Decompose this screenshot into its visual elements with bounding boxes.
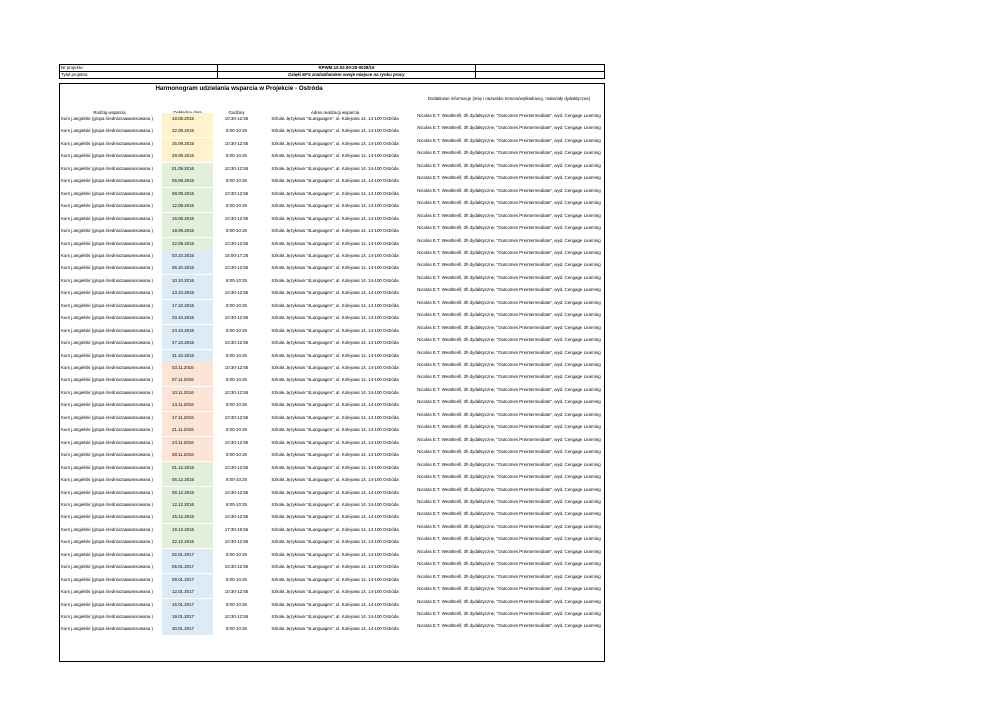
cell-date: 03.10.2016 [162, 250, 213, 262]
table-row [59, 424, 605, 436]
cell-info: Nicolas E.T. Weatherill, 3h dydaktyczne, "Outcomes Preintermediate", wyd. Cengage Learning [417, 262, 601, 268]
cell-support-type: Kurs j.angielski (grupa średniozaawansowana ) [61, 290, 154, 296]
col-header-hours: Godziny [228, 110, 245, 115]
cell-info: Nicolas E.T. Weatherill, 3h dydaktyczne, "Outcomes Preintermediate", wyd. Cengage Learning [417, 623, 601, 629]
cell-support-type: Kurs j.angielski (grupa średniozaawansowana ) [61, 265, 154, 271]
cell-address: Szkoła Językowa "4Languages", ul. Kolejowa 14, 14-100 Ostróda [271, 501, 399, 507]
cell-address: Szkoła Językowa "4Languages", ul. Kolejowa 14, 14-100 Ostróda [271, 626, 399, 632]
cell-address: Szkoła Językowa "4Languages", ul. Kolejowa 14, 14-100 Ostróda [271, 327, 399, 333]
cell-hours: 8:00-10:25 [226, 501, 247, 507]
table-row [59, 337, 605, 349]
cell-support-type: Kurs j.angielski (grupa średniozaawansowana ) [61, 252, 154, 258]
cell-info: Nicolas E.T. Weatherill, 3h dydaktyczne, "Outcomes Preintermediate", wyd. Cengage Learning [417, 287, 601, 293]
cell-date: 12.09.2016 [162, 200, 213, 212]
cell-hours: 10:30-12:55 [224, 190, 249, 196]
project-title-label: Tytuł projektu: [60, 72, 218, 78]
cell-support-type: Kurs j.angielski (grupa średniozaawansowana ) [61, 614, 154, 619]
project-title-empty [476, 72, 606, 78]
cell-support-type: Kurs j.angielski (grupa średniozaawansowana ) [61, 427, 154, 433]
cell-support-type: Kurs j.angielski (grupa średniozaawansowana ) [61, 203, 154, 209]
cell-hours: 10:30-12:55 [224, 315, 249, 321]
table-row [59, 623, 605, 635]
table-row [59, 586, 605, 598]
cell-address: Szkoła Językowa "4Languages", ul. Kolejowa 14, 14-100 Ostróda [271, 190, 399, 196]
cell-info: Nicolas E.T. Weatherill, 3h dydaktyczne, "Outcomes Preintermediate", wyd. Cengage Learning [417, 598, 601, 604]
cell-address: Szkoła Językowa "4Languages", ul. Kolejowa 14, 14-100 Ostróda [271, 452, 399, 458]
cell-date: 06.10.2016 [162, 262, 213, 274]
cell-info: Nicolas E.T. Weatherill, 3h dydaktyczne, "Outcomes Preintermediate", wyd. Cengage Learning [417, 225, 601, 231]
cell-hours: 8:00-10:25 [226, 402, 247, 408]
cell-address: Szkoła Językowa "4Languages", ul. Kolejowa 14, 14-100 Ostróda [271, 340, 399, 346]
cell-address: Szkoła Językowa "4Languages", ul. Kolejowa 14, 14-100 Ostróda [271, 277, 399, 283]
cell-support-type: Kurs j.angielski (grupa średniozaawansowana ) [61, 153, 154, 159]
cell-support-type: Kurs j.angielski (grupa średniozaawansowana ) [61, 601, 154, 607]
table-row [59, 487, 605, 499]
cell-support-type: Kurs j.angielski (grupa średniozaawansowana ) [61, 352, 154, 358]
cell-hours: 10:30-12:55 [224, 116, 249, 121]
cell-hours: 10:30-12:55 [224, 215, 249, 221]
cell-support-type: Kurs j.angielski (grupa średniozaawansowana ) [61, 452, 154, 458]
cell-address: Szkoła Językowa "4Languages", ul. Kolejowa 14, 14-100 Ostróda [271, 464, 399, 470]
cell-info: Nicolas E.T. Weatherill, 3h dydaktyczne, "Outcomes Preintermediate", wyd. Cengage Learning [417, 175, 601, 181]
cell-support-type: Kurs j.angielski (grupa średniozaawansowana ) [61, 365, 154, 370]
cell-address: Szkoła Językowa "4Languages", ul. Kolejowa 14, 14-100 Ostróda [271, 352, 399, 358]
cell-address: Szkoła Językowa "4Languages", ul. Kolejowa 14, 14-100 Ostróda [271, 377, 399, 383]
cell-hours: 10:30-12:55 [224, 439, 249, 445]
cell-address: Szkoła Językowa "4Languages", ul. Kolejowa 14, 14-100 Ostróda [271, 489, 399, 495]
col-header-type: Rodzaj wsparcia [93, 110, 126, 115]
cell-address: Szkoła Językowa "4Languages", ul. Kolejowa 14, 14-100 Ostróda [271, 514, 399, 520]
cell-support-type: Kurs j.angielski (grupa średniozaawansowana ) [61, 501, 154, 507]
cell-support-type: Kurs j.angielski (grupa średniozaawansowana ) [61, 389, 154, 395]
cell-address: Szkoła Językowa "4Languages", ul. Kolejowa 14, 14-100 Ostróda [271, 153, 399, 159]
cell-date: 09.01.2017 [162, 574, 213, 586]
cell-address: Szkoła Językowa "4Languages", ul. Kolejowa 14, 14-100 Ostróda [271, 315, 399, 321]
cell-date: 14.11.2016 [162, 399, 213, 411]
cell-hours: 8:00-10:25 [226, 203, 247, 209]
cell-date: 24.10.2016 [162, 325, 213, 337]
cell-hours: 10:30-12:55 [224, 514, 249, 520]
cell-address: Szkoła Językowa "4Languages", ul. Kolejowa 14, 14-100 Ostróda [271, 389, 399, 395]
cell-address: Szkoła Językowa "4Languages", ul. Kolejowa 14, 14-100 Ostróda [271, 402, 399, 408]
cell-info: Nicolas E.T. Weatherill, 3h dydaktyczne, "Outcomes Preintermediate", wyd. Cengage Learning [417, 137, 601, 143]
cell-info: Nicolas E.T. Weatherill, 3h dydaktyczne, "Outcomes Preintermediate", wyd. Cengage Learning [417, 349, 601, 355]
cell-hours: 8:00-10:25 [226, 601, 247, 607]
cell-support-type: Kurs j.angielski (grupa średniozaawansowana ) [61, 315, 154, 321]
schedule-title-row [59, 83, 605, 92]
cell-date: 22.09.2016 [162, 238, 213, 250]
cell-hours: 10:30-12:55 [224, 340, 249, 346]
cell-date: 16.01.2017 [162, 599, 213, 611]
table-row [59, 287, 605, 299]
cell-info: Nicolas E.T. Weatherill, 3h dydaktyczne, "Outcomes Preintermediate", wyd. Cengage Learning [417, 498, 601, 504]
table-row [59, 574, 605, 586]
cell-info: Nicolas E.T. Weatherill, 3h dydaktyczne, "Outcomes Preintermediate", wyd. Cengage Learning [417, 561, 601, 567]
table-row [59, 350, 605, 362]
cell-support-type: Kurs j.angielski (grupa średniozaawansowana ) [61, 576, 154, 582]
cell-hours: 10:30-12:55 [224, 290, 249, 296]
cell-hours: 10:30-12:55 [224, 265, 249, 271]
cell-date: 29.08.2016 [162, 150, 213, 162]
cell-address: Szkoła Językowa "4Languages", ul. Kolejowa 14, 14-100 Ostróda [271, 551, 399, 557]
table-row [59, 374, 605, 386]
table-row [59, 138, 605, 150]
cell-date: 30.01.2017 [162, 623, 213, 635]
cell-address: Szkoła Językowa "4Languages", ul. Kolejowa 14, 14-100 Ostróda [271, 165, 399, 171]
cell-support-type: Kurs j.angielski (grupa średniozaawansowana ) [61, 414, 154, 420]
cell-support-type: Kurs j.angielski (grupa średniozaawansowana ) [61, 340, 154, 346]
cell-date: 20.10.2016 [162, 312, 213, 324]
cell-support-type: Kurs j.angielski (grupa średniozaawansowana ) [61, 477, 154, 483]
cell-support-type: Kurs j.angielski (grupa średniozaawansowana ) [61, 402, 154, 408]
cell-hours: 10:30-12:55 [224, 365, 249, 370]
table-row [59, 163, 605, 175]
table-row [59, 437, 605, 449]
cell-info: Nicolas E.T. Weatherill, 3h dydaktyczne, "Outcomes Preintermediate", wyd. Cengage Learning [417, 424, 601, 430]
cell-hours: 8:00-10:25 [226, 153, 247, 159]
cell-address: Szkoła Językowa "4Languages", ul. Kolejowa 14, 14-100 Ostróda [271, 576, 399, 582]
cell-info: Nicolas E.T. Weatherill, 3h dydaktyczne, "Outcomes Preintermediate", wyd. Cengage Learning [417, 312, 601, 318]
cell-info: Nicolas E.T. Weatherill, 3h dydaktyczne, "Outcomes Preintermediate", wyd. Cengage Learning [417, 386, 601, 392]
cell-date: 25.08.2016 [162, 138, 213, 150]
cell-date: 01.09.2016 [162, 163, 213, 175]
table-row [59, 524, 605, 536]
cell-address: Szkoła Językowa "4Languages", ul. Kolejowa 14, 14-100 Ostróda [271, 365, 399, 370]
cell-support-type: Kurs j.angielski (grupa średniozaawansowana ) [61, 626, 154, 632]
cell-support-type: Kurs j.angielski (grupa średniozaawansowana ) [61, 439, 154, 445]
cell-info: Nicolas E.T. Weatherill, 3h dydaktyczne, "Outcomes Preintermediate", wyd. Cengage Learning [417, 113, 601, 118]
cell-support-type: Kurs j.angielski (grupa średniozaawansowana ) [61, 277, 154, 283]
cell-support-type: Kurs j.angielski (grupa średniozaawansowana ) [61, 489, 154, 495]
cell-address: Szkoła Językowa "4Languages", ul. Kolejowa 14, 14-100 Ostróda [271, 265, 399, 271]
cell-date: 24.11.2016 [162, 437, 213, 449]
cell-date: 07.11.2016 [162, 374, 213, 386]
cell-date: 12.01.2017 [162, 586, 213, 598]
cell-hours: 8:00-10:25 [226, 302, 247, 308]
cell-date: 18.08.2016 [162, 113, 213, 125]
table-row [59, 474, 605, 486]
cell-date: 01.12.2016 [162, 462, 213, 474]
table-row [59, 213, 605, 225]
cell-support-type: Kurs j.angielski (grupa średniozaawansowana ) [61, 228, 154, 234]
cell-address: Szkoła Językowa "4Languages", ul. Kolejowa 14, 14-100 Ostróda [271, 240, 399, 246]
cell-date: 10.10.2016 [162, 275, 213, 287]
project-number-row [59, 64, 605, 71]
cell-info: Nicolas E.T. Weatherill, 3h dydaktyczne, "Outcomes Preintermediate", wyd. Cengage Learning [417, 324, 601, 330]
cell-info: Nicolas E.T. Weatherill, 3h dydaktyczne, "Outcomes Preintermediate", wyd. Cengage Learning [417, 611, 601, 616]
cell-date: 15.12.2016 [162, 511, 213, 523]
cell-support-type: Kurs j.angielski (grupa średniozaawansowana ) [61, 302, 154, 308]
cell-hours: 8:00-10:25 [226, 128, 247, 134]
cell-hours: 8:00-10:25 [226, 178, 247, 184]
cell-hours: 10:30-12:55 [224, 240, 249, 246]
cell-address: Szkoła Językowa "4Languages", ul. Kolejowa 14, 14-100 Ostróda [271, 539, 399, 545]
cell-support-type: Kurs j.angielski (grupa średniozaawansowana ) [61, 128, 154, 134]
schedule-title: Harmonogram udzielania wsparcia w Projekcie - Ostróda [155, 85, 323, 92]
cell-hours: 10:30-12:55 [224, 589, 249, 595]
cell-date: 03.11.2016 [162, 362, 213, 374]
project-title-value: Dzięki EFS znalazł/am/em swoje miejsce na rynku pracy [218, 72, 476, 78]
table-row [59, 275, 605, 287]
cell-info: Nicolas E.T. Weatherill, 3h dydaktyczne, "Outcomes Preintermediate", wyd. Cengage Learning [417, 362, 601, 367]
cell-info: Nicolas E.T. Weatherill, 3h dydaktyczne, "Outcomes Preintermediate", wyd. Cengage Learning [417, 162, 601, 168]
table-row [59, 250, 605, 262]
cell-date: 22.08.2016 [162, 125, 213, 137]
cell-support-type: Kurs j.angielski (grupa średniozaawansowana ) [61, 140, 154, 146]
cell-hours: 8:00-10:25 [226, 452, 247, 458]
cell-hours: 8:00-10:25 [226, 327, 247, 333]
cell-support-type: Kurs j.angielski (grupa średniozaawansowana ) [61, 240, 154, 246]
table-row [59, 536, 605, 548]
cell-support-type: Kurs j.angielski (grupa średniozaawansowana ) [61, 551, 154, 557]
table-row [59, 113, 605, 125]
cell-address: Szkoła Językowa "4Languages", ul. Kolejowa 14, 14-100 Ostróda [271, 228, 399, 234]
cell-info: Nicolas E.T. Weatherill, 3h dydaktyczne, "Outcomes Preintermediate", wyd. Cengage Learning [417, 536, 601, 542]
cell-address: Szkoła Językowa "4Languages", ul. Kolejowa 14, 14-100 Ostróda [271, 203, 399, 209]
project-title-row [59, 71, 605, 79]
cell-hours: 10:30-12:55 [224, 414, 249, 420]
col-header-info: Dodatkowe informacje (imię i nazwisko trenera/wykładowcy, materiały dydaktyczne) [427, 96, 591, 101]
cell-date: 08.12.2016 [162, 487, 213, 499]
cell-info: Nicolas E.T. Weatherill, 3h dydaktyczne, "Outcomes Preintermediate", wyd. Cengage Learning [417, 399, 601, 405]
cell-address: Szkoła Językowa "4Languages", ul. Kolejowa 14, 14-100 Ostróda [271, 414, 399, 420]
cell-info: Nicolas E.T. Weatherill, 3h dydaktyczne, "Outcomes Preintermediate", wyd. Cengage Learning [417, 486, 601, 492]
cell-info: Nicolas E.T. Weatherill, 3h dydaktyczne, "Outcomes Preintermediate", wyd. Cengage Learning [417, 299, 601, 305]
cell-hours: 8:00-10:25 [226, 576, 247, 582]
table-row [59, 200, 605, 212]
cell-support-type: Kurs j.angielski (grupa średniozaawansowana ) [61, 327, 154, 333]
cell-date: 22.12.2016 [162, 536, 213, 548]
cell-hours: 10:30-12:55 [224, 140, 249, 146]
cell-address: Szkoła Językowa "4Languages", ul. Kolejowa 14, 14-100 Ostróda [271, 427, 399, 433]
cell-info: Nicolas E.T. Weatherill, 3h dydaktyczne, "Outcomes Preintermediate", wyd. Cengage Learning [417, 212, 601, 218]
cell-support-type: Kurs j.angielski (grupa średniozaawansowana ) [61, 514, 154, 520]
table-row [59, 549, 605, 561]
cell-info: Nicolas E.T. Weatherill, 3h dydaktyczne, "Outcomes Preintermediate", wyd. Cengage Learning [417, 249, 601, 255]
cell-address: Szkoła Językowa "4Languages", ul. Kolejowa 14, 14-100 Ostróda [271, 564, 399, 570]
table-row [59, 150, 605, 162]
cell-address: Szkoła Językowa "4Languages", ul. Kolejowa 14, 14-100 Ostróda [271, 477, 399, 483]
table-row [59, 175, 605, 187]
table-row [59, 325, 605, 337]
table-row [59, 499, 605, 511]
cell-address: Szkoła Językowa "4Languages", ul. Kolejowa 14, 14-100 Ostróda [271, 589, 399, 595]
cell-address: Szkoła Językowa "4Languages", ul. Kolejowa 14, 14-100 Ostróda [271, 614, 399, 619]
cell-support-type: Kurs j.angielski (grupa średniozaawansowana ) [61, 539, 154, 545]
cell-hours: 8:00-10:25 [226, 352, 247, 358]
cell-hours: 8:00-10:25 [226, 551, 247, 557]
table-row [59, 511, 605, 523]
cell-info: Nicolas E.T. Weatherill, 3h dydaktyczne, "Outcomes Preintermediate", wyd. Cengage Learning [417, 150, 601, 156]
cell-address: Szkoła Językowa "4Languages", ul. Kolejowa 14, 14-100 Ostróda [271, 215, 399, 221]
cell-info: Nicolas E.T. Weatherill, 3h dydaktyczne, "Outcomes Preintermediate", wyd. Cengage Learning [417, 374, 601, 380]
cell-info: Nicolas E.T. Weatherill, 3h dydaktyczne, "Outcomes Preintermediate", wyd. Cengage Learning [417, 586, 601, 592]
cell-address: Szkoła Językowa "4Languages", ul. Kolejowa 14, 14-100 Ostróda [271, 116, 399, 121]
cell-date: 28.11.2016 [162, 449, 213, 461]
cell-hours: 10:30-12:55 [224, 539, 249, 545]
cell-hours: 8:00-10:25 [226, 277, 247, 283]
cell-hours: 8:00-10:25 [226, 228, 247, 234]
cell-info: Nicolas E.T. Weatherill, 3h dydaktyczne, "Outcomes Preintermediate", wyd. Cengage Learning [417, 274, 601, 280]
cell-date: 12.12.2016 [162, 499, 213, 511]
cell-info: Nicolas E.T. Weatherill, 3h dydaktyczne, "Outcomes Preintermediate", wyd. Cengage Learning [417, 474, 601, 480]
cell-hours: 10:30-12:55 [224, 564, 249, 570]
cell-date: 17.10.2016 [162, 300, 213, 312]
cell-date: 08.09.2016 [162, 188, 213, 200]
cell-info: Nicolas E.T. Weatherill, 3h dydaktyczne, "Outcomes Preintermediate", wyd. Cengage Learning [417, 411, 601, 417]
cell-date: 19.09.2016 [162, 225, 213, 237]
cell-info: Nicolas E.T. Weatherill, 3h dydaktyczne, "Outcomes Preintermediate", wyd. Cengage Learning [417, 548, 601, 554]
cell-support-type: Kurs j.angielski (grupa średniozaawansowana ) [61, 190, 154, 196]
cell-date: 13.10.2016 [162, 287, 213, 299]
cell-date: 17.11.2016 [162, 412, 213, 424]
table-row [59, 561, 605, 573]
cell-support-type: Kurs j.angielski (grupa średniozaawansowana ) [61, 564, 154, 570]
cell-info: Nicolas E.T. Weatherill, 3h dydaktyczne, "Outcomes Preintermediate", wyd. Cengage Learning [417, 200, 601, 206]
cell-support-type: Kurs j.angielski (grupa średniozaawansowana ) [61, 165, 154, 171]
table-row [59, 599, 605, 611]
cell-address: Szkoła Językowa "4Languages", ul. Kolejowa 14, 14-100 Ostróda [271, 178, 399, 184]
cell-support-type: Kurs j.angielski (grupa średniozaawansowana ) [61, 377, 154, 383]
cell-date: 05.09.2016 [162, 175, 213, 187]
cell-support-type: Kurs j.angielski (grupa średniozaawansowana ) [61, 526, 154, 532]
cell-hours: 17:30-19:55 [224, 526, 249, 532]
cell-date: 05.01.2017 [162, 561, 213, 573]
table-row [59, 238, 605, 250]
table-row [59, 462, 605, 474]
cell-address: Szkoła Językowa "4Languages", ul. Kolejowa 14, 14-100 Ostróda [271, 140, 399, 146]
cell-info: Nicolas E.T. Weatherill, 3h dydaktyczne, "Outcomes Preintermediate", wyd. Cengage Learning [417, 573, 601, 579]
project-number-value: RPWM.10.02.00-28-0028/15 [218, 65, 476, 71]
cell-hours: 8:00-10:25 [226, 377, 247, 383]
cell-info: Nicolas E.T. Weatherill, 3h dydaktyczne, "Outcomes Preintermediate", wyd. Cengage Learning [417, 449, 601, 455]
table-row [59, 611, 605, 623]
cell-address: Szkoła Językowa "4Languages", ul. Kolejowa 14, 14-100 Ostróda [271, 526, 399, 532]
cell-info: Nicolas E.T. Weatherill, 3h dydaktyczne, "Outcomes Preintermediate", wyd. Cengage Learning [417, 337, 601, 343]
cell-date: 27.10.2016 [162, 337, 213, 349]
table-row [59, 188, 605, 200]
table-row [59, 125, 605, 137]
cell-hours: 10:30-12:55 [224, 389, 249, 395]
cell-hours: 8:00-10:25 [226, 626, 247, 632]
cell-support-type: Kurs j.angielski (grupa średniozaawansowana ) [61, 116, 154, 121]
cell-hours: 8:00-10:25 [226, 427, 247, 433]
cell-address: Szkoła Językowa "4Languages", ul. Kolejowa 14, 14-100 Ostróda [271, 439, 399, 445]
cell-date: 19.01.2017 [162, 611, 213, 623]
table-row [59, 262, 605, 274]
cell-support-type: Kurs j.angielski (grupa średniozaawansowana ) [61, 215, 154, 221]
cell-support-type: Kurs j.angielski (grupa średniozaawansowana ) [61, 178, 154, 184]
cell-address: Szkoła Językowa "4Languages", ul. Kolejowa 14, 14-100 Ostróda [271, 252, 399, 258]
cell-hours: 10:30-12:55 [224, 165, 249, 171]
table-row [59, 387, 605, 399]
cell-hours: 10:30-12:55 [224, 489, 249, 495]
table-row [59, 312, 605, 324]
cell-date: 21.11.2016 [162, 424, 213, 436]
cell-date: 02.01.2017 [162, 549, 213, 561]
cell-address: Szkoła Językowa "4Languages", ul. Kolejowa 14, 14-100 Ostróda [271, 601, 399, 607]
cell-date: 19.12.2016 [162, 524, 213, 536]
cell-hours: 15:00-17:25 [224, 252, 249, 258]
cell-date: 31.10.2016 [162, 350, 213, 362]
cell-hours: 10:30-12:55 [224, 614, 249, 619]
cell-info: Nicolas E.T. Weatherill, 3h dydaktyczne, "Outcomes Preintermediate", wyd. Cengage Learning [417, 511, 601, 517]
table-row [59, 449, 605, 461]
table-row [59, 225, 605, 237]
cell-info: Nicolas E.T. Weatherill, 3h dydaktyczne, "Outcomes Preintermediate", wyd. Cengage Learning [417, 187, 601, 193]
table-row [59, 412, 605, 424]
cell-info: Nicolas E.T. Weatherill, 3h dydaktyczne, "Outcomes Preintermediate", wyd. Cengage Learning [417, 125, 601, 131]
cell-date: 15.09.2016 [162, 213, 213, 225]
table-row [59, 362, 605, 374]
cell-hours: 10:30-12:55 [224, 464, 249, 470]
cell-address: Szkoła Językowa "4Languages", ul. Kolejowa 14, 14-100 Ostróda [271, 290, 399, 296]
table-row [59, 399, 605, 411]
table-row [59, 300, 605, 312]
cell-address: Szkoła Językowa "4Languages", ul. Kolejowa 14, 14-100 Ostróda [271, 128, 399, 134]
project-number-label: Nr projektu: [60, 65, 218, 71]
cell-date: 10.11.2016 [162, 387, 213, 399]
cell-support-type: Kurs j.angielski (grupa średniozaawansowana ) [61, 464, 154, 470]
cell-address: Szkoła Językowa "4Languages", ul. Kolejowa 14, 14-100 Ostróda [271, 302, 399, 308]
cell-info: Nicolas E.T. Weatherill, 3h dydaktyczne, "Outcomes Preintermediate", wyd. Cengage Learning [417, 436, 601, 442]
cell-info: Nicolas E.T. Weatherill, 3h dydaktyczne, "Outcomes Preintermediate", wyd. Cengage Learning [417, 461, 601, 467]
cell-info: Nicolas E.T. Weatherill, 3h dydaktyczne, "Outcomes Preintermediate", wyd. Cengage Learning [417, 237, 601, 243]
cell-date: 05.12.2016 [162, 474, 213, 486]
cell-info: Nicolas E.T. Weatherill, 3h dydaktyczne, "Outcomes Preintermediate", wyd. Cengage Learning [417, 523, 601, 529]
cell-hours: 8:00-10:25 [226, 477, 247, 483]
cell-support-type: Kurs j.angielski (grupa średniozaawansowana ) [61, 589, 154, 595]
col-header-address: Adres realizacji wsparcia [310, 110, 360, 115]
